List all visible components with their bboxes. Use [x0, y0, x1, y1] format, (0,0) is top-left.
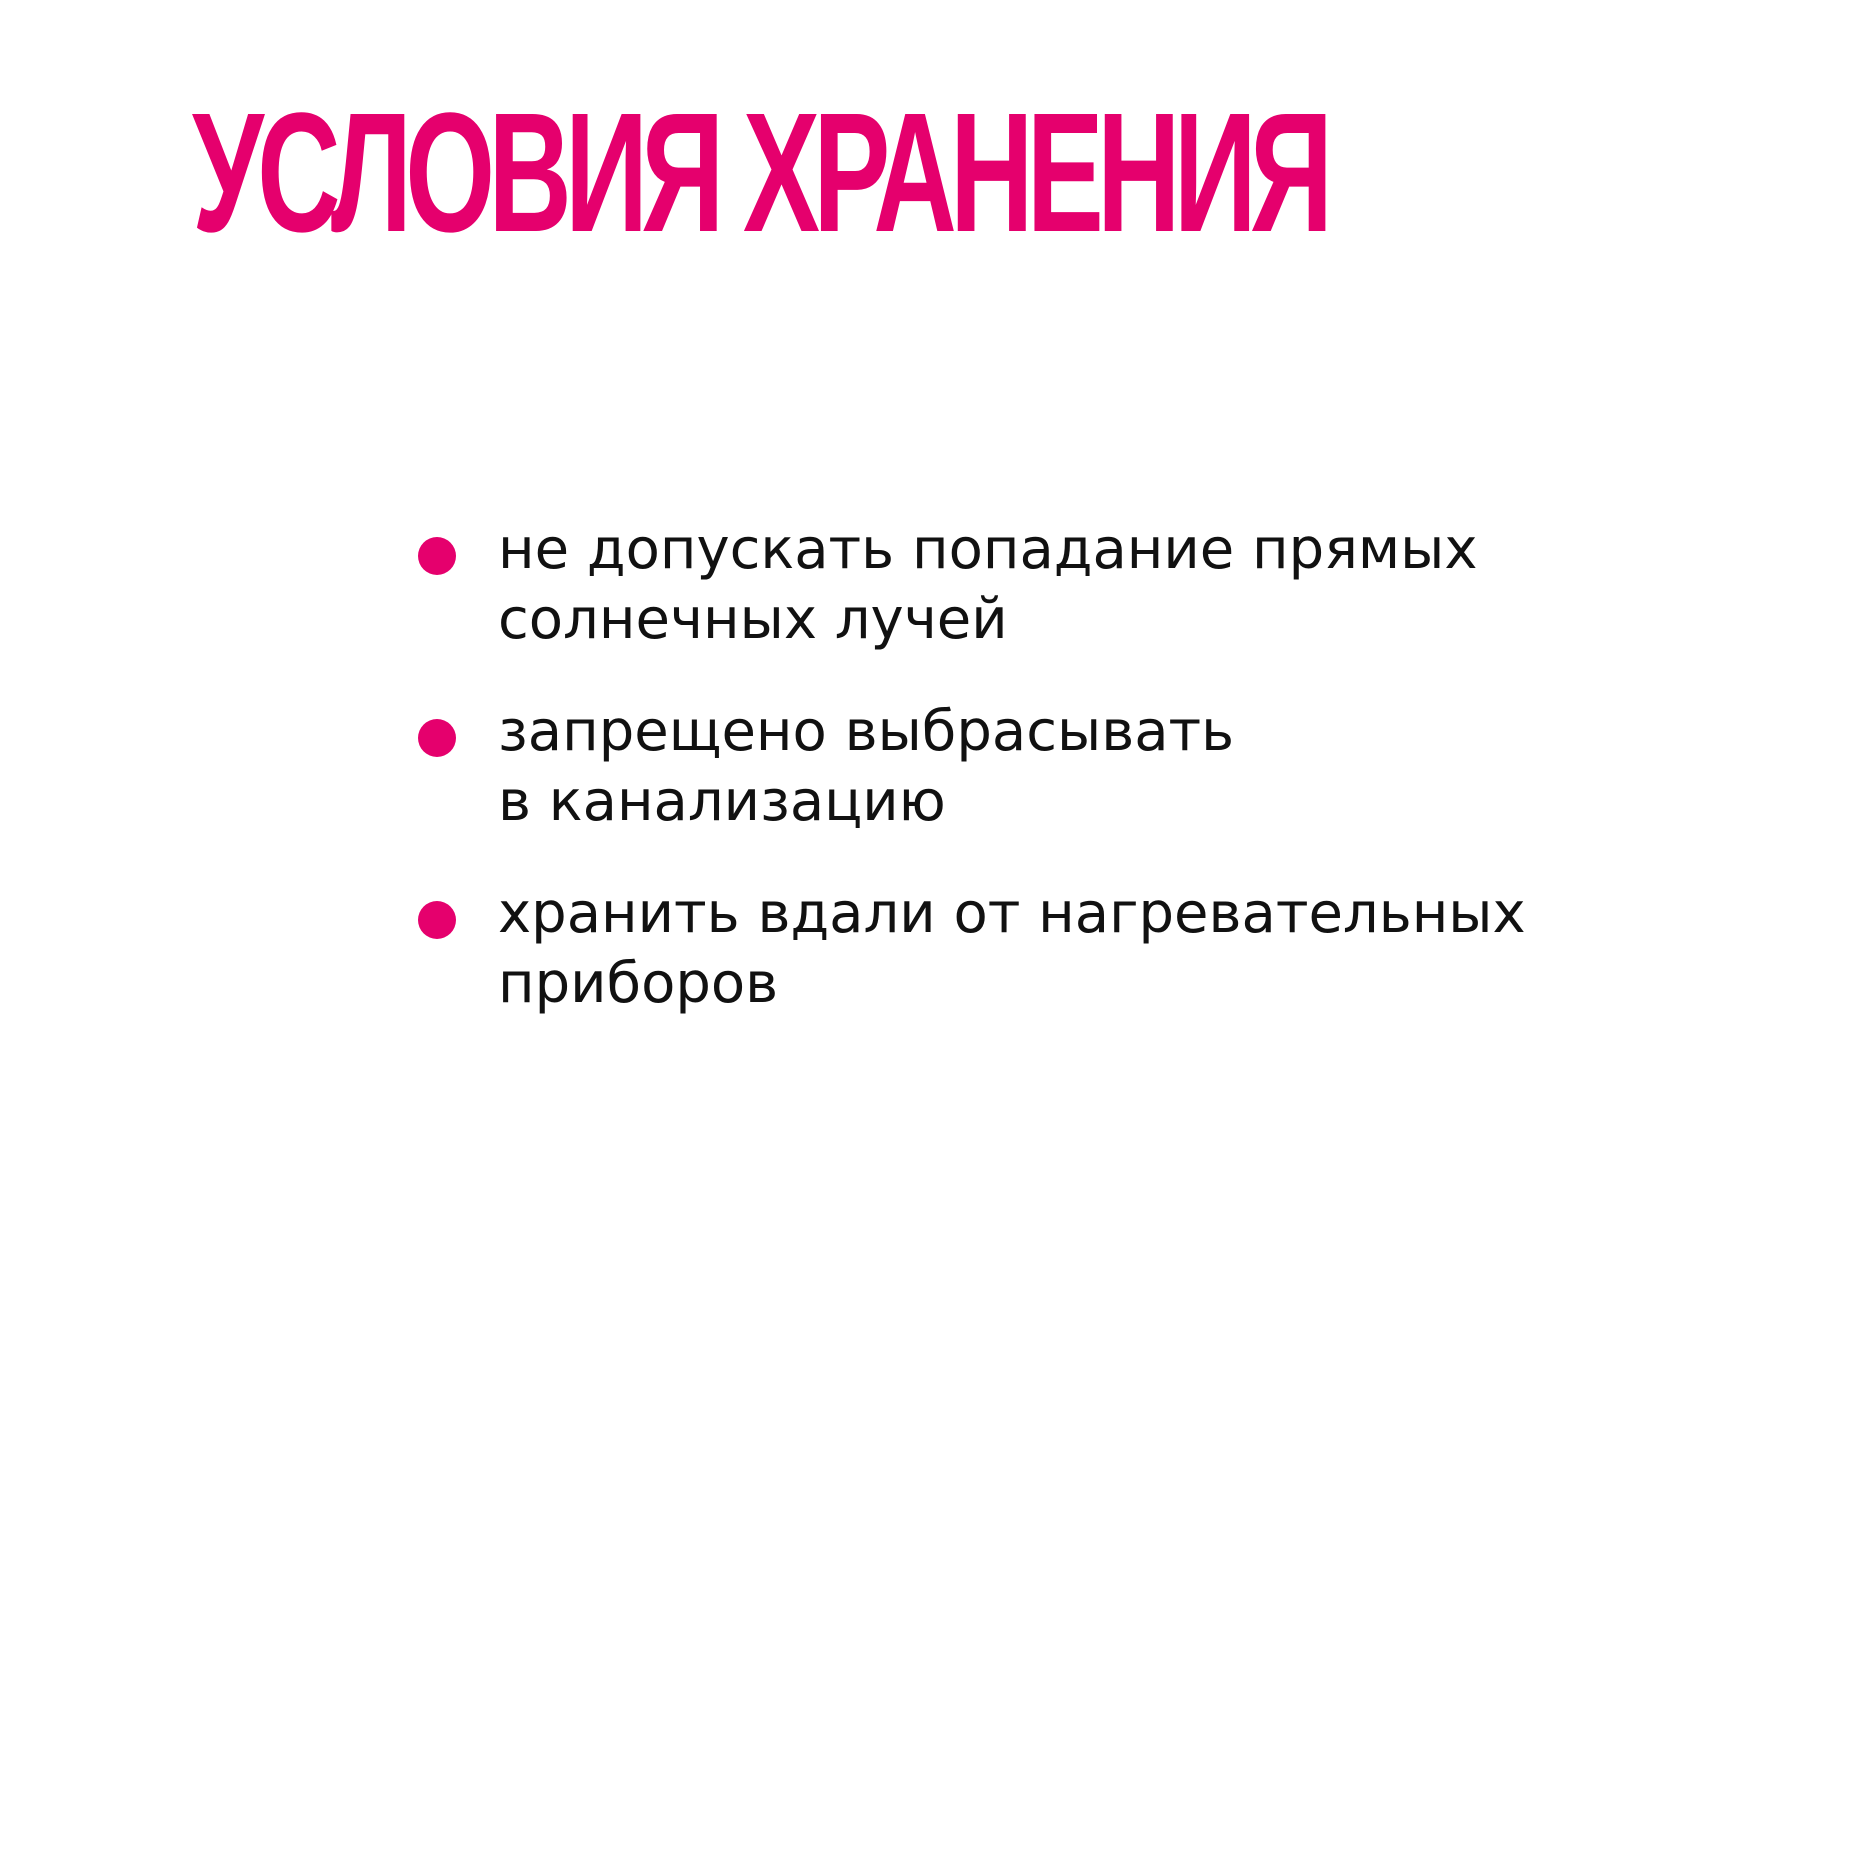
list-item [418, 879, 1526, 1019]
page-title: УСЛОВИЯ ХРАНЕНИЯ [192, 78, 1327, 268]
bullet-dot-icon [418, 901, 456, 939]
list-item-text-line: солнечных лучей [498, 587, 1008, 652]
bullet-dot-icon [418, 719, 456, 757]
list-item-text-line: запрещено выбрасывать [498, 699, 1235, 764]
list-item [418, 515, 1526, 655]
list-item-text-line: в канализацию [498, 769, 946, 834]
bullet-dot-icon [418, 537, 456, 575]
list-item [418, 697, 1526, 837]
list-item-text-line: хранить вдали от нагревательных [498, 881, 1526, 946]
conditions-list [418, 515, 1526, 1061]
list-item-text-line: приборов [498, 951, 779, 1016]
list-item-text-line: не допускать попадание прямых [498, 517, 1478, 582]
